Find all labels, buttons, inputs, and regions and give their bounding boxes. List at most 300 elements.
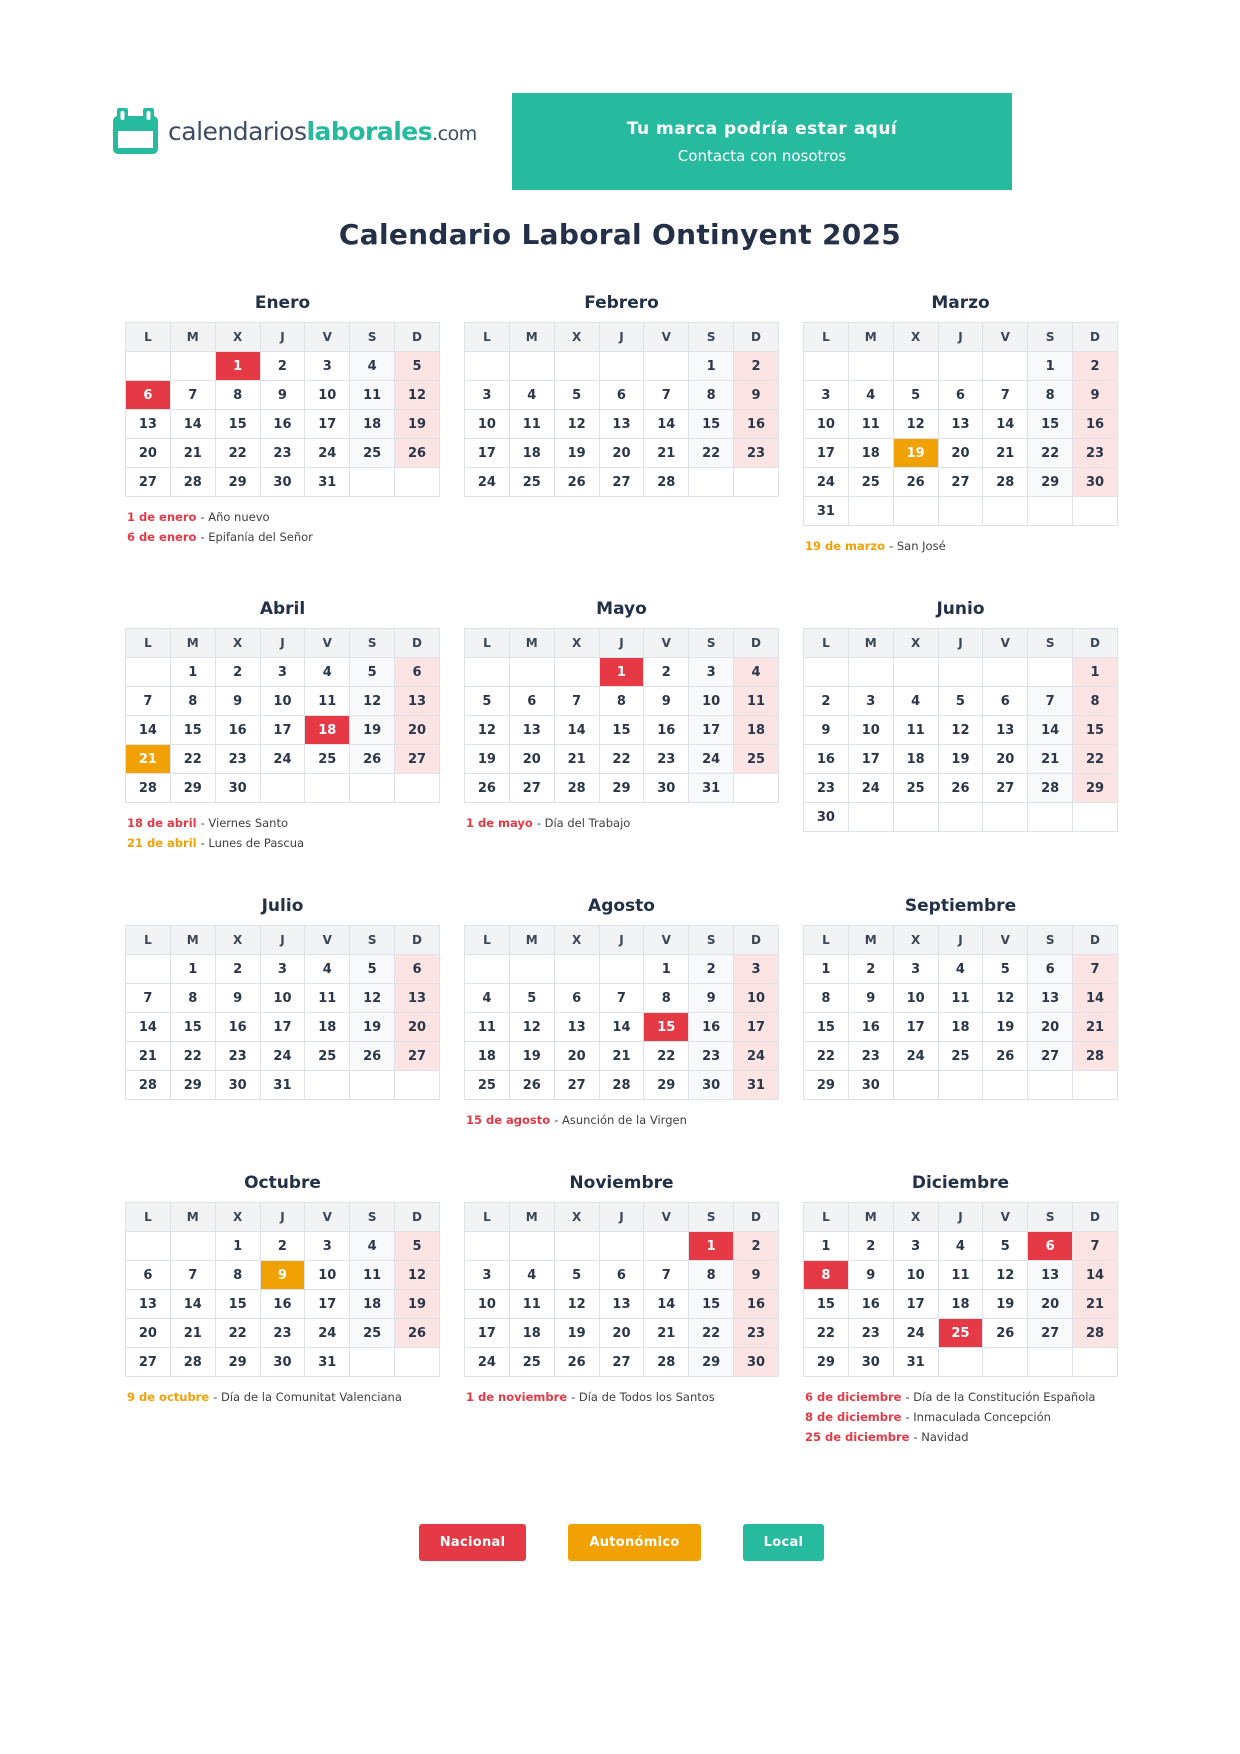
weekday-header: M xyxy=(509,323,554,352)
day-cell: 9 xyxy=(804,716,849,745)
day-cell: 17 xyxy=(804,439,849,468)
day-cell: 4 xyxy=(350,1232,395,1261)
day-cell: 14 xyxy=(1028,716,1073,745)
day-cell: 19 xyxy=(350,1013,395,1042)
holiday-note-date: 19 de marzo xyxy=(805,539,886,553)
day-cell: 10 xyxy=(893,1261,938,1290)
day-cell: 3 xyxy=(848,687,893,716)
weekday-header: S xyxy=(1028,323,1073,352)
day-cell: 21 xyxy=(126,745,171,774)
day-cell: 20 xyxy=(395,716,440,745)
month-notes xyxy=(803,539,1118,553)
day-cell: 23 xyxy=(734,439,779,468)
day-cell: 11 xyxy=(350,381,395,410)
weekday-header: M xyxy=(170,926,215,955)
day-cell: 18 xyxy=(509,1319,554,1348)
day-cell: 27 xyxy=(938,468,983,497)
day-cell: 24 xyxy=(804,468,849,497)
day-cell: 25 xyxy=(350,439,395,468)
day-cell: 16 xyxy=(734,410,779,439)
weekday-header: X xyxy=(554,323,599,352)
day-cell: 8 xyxy=(599,687,644,716)
day-cell: 25 xyxy=(350,1319,395,1348)
day-cell: 8 xyxy=(215,1261,260,1290)
holiday-note xyxy=(466,816,779,830)
weekday-header: D xyxy=(734,1203,779,1232)
day-cell: 29 xyxy=(170,774,215,803)
day-cell: 27 xyxy=(1028,1319,1073,1348)
day-cell xyxy=(260,774,305,803)
day-cell: 28 xyxy=(644,468,689,497)
month-table xyxy=(464,628,779,803)
day-cell: 23 xyxy=(215,1042,260,1071)
weekday-header: V xyxy=(983,926,1028,955)
day-cell: 10 xyxy=(804,410,849,439)
day-cell: 13 xyxy=(126,1290,171,1319)
day-cell: 26 xyxy=(938,774,983,803)
day-cell: 15 xyxy=(170,716,215,745)
weekday-header: J xyxy=(260,1203,305,1232)
day-cell: 17 xyxy=(734,1013,779,1042)
weekday-header: L xyxy=(804,1203,849,1232)
day-cell: 21 xyxy=(170,1319,215,1348)
day-cell xyxy=(1028,497,1073,526)
month-enero xyxy=(125,293,440,550)
month-title: Febrero xyxy=(584,293,659,313)
day-cell xyxy=(126,658,171,687)
day-cell: 15 xyxy=(1073,716,1118,745)
day-cell: 23 xyxy=(804,774,849,803)
weekday-header: D xyxy=(734,323,779,352)
day-cell: 13 xyxy=(509,716,554,745)
day-cell: 17 xyxy=(305,410,350,439)
weekday-header: X xyxy=(893,1203,938,1232)
holiday-note-date: 1 de mayo xyxy=(466,816,533,830)
day-cell: 31 xyxy=(305,468,350,497)
day-cell xyxy=(938,658,983,687)
day-cell: 5 xyxy=(509,984,554,1013)
day-cell xyxy=(983,1071,1028,1100)
day-cell: 12 xyxy=(983,1261,1028,1290)
day-cell xyxy=(126,352,171,381)
day-cell: 3 xyxy=(305,352,350,381)
legend-nacional-button[interactable]: Nacional xyxy=(419,1524,527,1561)
day-cell: 21 xyxy=(1073,1290,1118,1319)
day-cell xyxy=(848,658,893,687)
day-cell: 29 xyxy=(804,1071,849,1100)
day-cell xyxy=(644,352,689,381)
weekday-header: M xyxy=(848,926,893,955)
month-julio xyxy=(125,896,440,1100)
day-cell: 20 xyxy=(554,1042,599,1071)
weekday-header: J xyxy=(260,629,305,658)
day-cell: 25 xyxy=(305,1042,350,1071)
ad-banner[interactable] xyxy=(512,93,1012,190)
day-cell: 24 xyxy=(260,1042,305,1071)
month-title: Abril xyxy=(259,599,306,619)
day-cell: 9 xyxy=(1073,381,1118,410)
day-cell xyxy=(465,658,510,687)
day-cell: 19 xyxy=(554,439,599,468)
month-agosto xyxy=(464,896,779,1133)
day-cell: 23 xyxy=(689,1042,734,1071)
day-cell: 16 xyxy=(644,716,689,745)
day-cell: 9 xyxy=(260,1261,305,1290)
holiday-note xyxy=(127,1390,440,1404)
day-cell: 20 xyxy=(509,745,554,774)
day-cell xyxy=(350,468,395,497)
holiday-note xyxy=(805,1430,1118,1444)
day-cell: 24 xyxy=(305,439,350,468)
weekday-header: J xyxy=(938,629,983,658)
weekday-header: D xyxy=(734,629,779,658)
day-cell xyxy=(170,1232,215,1261)
weekday-header: X xyxy=(215,926,260,955)
weekday-header: S xyxy=(689,629,734,658)
day-cell: 28 xyxy=(1073,1042,1118,1071)
holiday-note xyxy=(127,816,440,830)
weekday-header: V xyxy=(305,926,350,955)
month-table xyxy=(803,925,1118,1100)
day-cell: 18 xyxy=(938,1290,983,1319)
day-cell: 7 xyxy=(644,1261,689,1290)
day-cell: 14 xyxy=(126,716,171,745)
day-cell: 18 xyxy=(350,1290,395,1319)
logo-text-accent: laborales xyxy=(306,117,433,146)
month-title: Noviembre xyxy=(569,1173,674,1193)
holiday-note-date: 21 de abril xyxy=(127,836,197,850)
holiday-note-date: 18 de abril xyxy=(127,816,197,830)
weekday-header: J xyxy=(599,926,644,955)
day-cell: 13 xyxy=(1028,1261,1073,1290)
day-cell xyxy=(554,352,599,381)
holiday-note-text: - Día de Todos los Santos xyxy=(571,1390,715,1404)
page-title: Calendario Laboral Ontinyent 2025 xyxy=(338,218,902,251)
day-cell: 21 xyxy=(644,439,689,468)
weekday-header: S xyxy=(689,926,734,955)
day-cell: 18 xyxy=(305,716,350,745)
day-cell: 14 xyxy=(1073,1261,1118,1290)
day-cell: 20 xyxy=(126,1319,171,1348)
day-cell: 5 xyxy=(465,687,510,716)
day-cell: 30 xyxy=(848,1348,893,1377)
day-cell: 16 xyxy=(215,1013,260,1042)
day-cell: 24 xyxy=(893,1319,938,1348)
day-cell: 10 xyxy=(893,984,938,1013)
day-cell: 22 xyxy=(170,1042,215,1071)
day-cell: 7 xyxy=(126,687,171,716)
day-cell xyxy=(938,352,983,381)
day-cell: 1 xyxy=(1073,658,1118,687)
holiday-note-text: - Navidad xyxy=(913,1430,969,1444)
legend-local-button[interactable]: Local xyxy=(743,1524,825,1561)
day-cell: 11 xyxy=(893,716,938,745)
day-cell: 21 xyxy=(554,745,599,774)
day-cell: 17 xyxy=(260,1013,305,1042)
legend xyxy=(125,1524,1118,1561)
month-notes xyxy=(125,1390,440,1404)
month-table xyxy=(803,628,1118,832)
day-cell: 18 xyxy=(465,1042,510,1071)
weekday-header: X xyxy=(215,629,260,658)
weekday-header: X xyxy=(554,629,599,658)
day-cell: 5 xyxy=(983,1232,1028,1261)
month-table xyxy=(125,628,440,803)
day-cell: 26 xyxy=(350,745,395,774)
day-cell: 31 xyxy=(305,1348,350,1377)
day-cell: 29 xyxy=(170,1071,215,1100)
day-cell: 29 xyxy=(804,1348,849,1377)
month-febrero xyxy=(464,293,779,497)
day-cell xyxy=(395,468,440,497)
day-cell: 9 xyxy=(215,687,260,716)
day-cell: 9 xyxy=(260,381,305,410)
month-table xyxy=(803,1202,1118,1377)
weekday-header: L xyxy=(126,323,171,352)
day-cell: 29 xyxy=(689,1348,734,1377)
day-cell: 18 xyxy=(734,716,779,745)
day-cell: 25 xyxy=(509,1348,554,1377)
day-cell: 31 xyxy=(804,497,849,526)
weekday-header: J xyxy=(938,323,983,352)
day-cell: 11 xyxy=(938,984,983,1013)
month-table xyxy=(125,925,440,1100)
day-cell: 12 xyxy=(465,716,510,745)
weekday-header: L xyxy=(465,629,510,658)
day-cell xyxy=(509,955,554,984)
day-cell xyxy=(983,497,1028,526)
day-cell: 10 xyxy=(848,716,893,745)
day-cell: 17 xyxy=(848,745,893,774)
weekday-header: L xyxy=(126,629,171,658)
weekday-header: V xyxy=(305,323,350,352)
day-cell: 1 xyxy=(215,1232,260,1261)
day-cell xyxy=(983,803,1028,832)
day-cell: 25 xyxy=(734,745,779,774)
day-cell: 23 xyxy=(848,1042,893,1071)
day-cell: 5 xyxy=(350,658,395,687)
day-cell: 4 xyxy=(509,1261,554,1290)
day-cell: 2 xyxy=(644,658,689,687)
day-cell: 19 xyxy=(938,745,983,774)
day-cell: 20 xyxy=(599,1319,644,1348)
day-cell: 23 xyxy=(260,439,305,468)
day-cell: 5 xyxy=(395,1232,440,1261)
day-cell: 1 xyxy=(804,1232,849,1261)
day-cell: 2 xyxy=(260,1232,305,1261)
day-cell: 14 xyxy=(1073,984,1118,1013)
day-cell: 14 xyxy=(644,1290,689,1319)
day-cell: 7 xyxy=(983,381,1028,410)
day-cell: 8 xyxy=(804,984,849,1013)
day-cell xyxy=(938,1348,983,1377)
weekday-header: D xyxy=(734,926,779,955)
day-cell: 13 xyxy=(938,410,983,439)
day-cell: 16 xyxy=(260,410,305,439)
day-cell: 31 xyxy=(260,1071,305,1100)
day-cell: 8 xyxy=(1028,381,1073,410)
day-cell: 22 xyxy=(1073,745,1118,774)
holiday-note xyxy=(127,510,440,524)
day-cell: 15 xyxy=(1028,410,1073,439)
legend-autonomico-button[interactable]: Autonómico xyxy=(568,1524,700,1561)
weekday-header: X xyxy=(215,1203,260,1232)
day-cell: 29 xyxy=(215,1348,260,1377)
holiday-note-text: - Año nuevo xyxy=(200,510,270,524)
day-cell xyxy=(126,955,171,984)
day-cell: 10 xyxy=(260,984,305,1013)
weekday-header: S xyxy=(689,1203,734,1232)
day-cell: 8 xyxy=(689,381,734,410)
weekday-header: M xyxy=(509,926,554,955)
day-cell: 6 xyxy=(599,381,644,410)
day-cell: 8 xyxy=(170,687,215,716)
holiday-note-date: 6 de enero xyxy=(127,530,197,544)
day-cell: 5 xyxy=(554,1261,599,1290)
weekday-header: M xyxy=(848,1203,893,1232)
day-cell: 27 xyxy=(126,1348,171,1377)
month-table xyxy=(464,322,779,497)
day-cell xyxy=(395,774,440,803)
day-cell: 5 xyxy=(395,352,440,381)
day-cell: 29 xyxy=(644,1071,689,1100)
weekday-header: V xyxy=(983,323,1028,352)
day-cell: 23 xyxy=(848,1319,893,1348)
day-cell: 7 xyxy=(170,381,215,410)
day-cell: 19 xyxy=(983,1290,1028,1319)
day-cell: 18 xyxy=(848,439,893,468)
day-cell: 16 xyxy=(848,1290,893,1319)
day-cell: 9 xyxy=(215,984,260,1013)
day-cell: 22 xyxy=(804,1042,849,1071)
day-cell xyxy=(350,774,395,803)
month-notes xyxy=(803,1390,1118,1444)
holiday-note xyxy=(805,539,1118,553)
day-cell xyxy=(848,352,893,381)
holiday-note-date: 9 de octubre xyxy=(127,1390,210,1404)
holiday-note-date: 6 de diciembre xyxy=(805,1390,902,1404)
day-cell: 23 xyxy=(644,745,689,774)
holiday-note-date: 8 de diciembre xyxy=(805,1410,902,1424)
month-title: Diciembre xyxy=(911,1173,1010,1193)
day-cell xyxy=(804,352,849,381)
day-cell: 10 xyxy=(305,1261,350,1290)
day-cell xyxy=(509,658,554,687)
month-title: Junio xyxy=(936,599,985,619)
day-cell: 17 xyxy=(689,716,734,745)
day-cell: 4 xyxy=(938,955,983,984)
day-cell: 26 xyxy=(554,468,599,497)
month-table xyxy=(464,1202,779,1377)
day-cell xyxy=(1028,1348,1073,1377)
day-cell: 14 xyxy=(644,410,689,439)
day-cell: 27 xyxy=(1028,1042,1073,1071)
day-cell: 26 xyxy=(350,1042,395,1071)
day-cell xyxy=(938,497,983,526)
month-notes xyxy=(464,1390,779,1404)
day-cell: 11 xyxy=(465,1013,510,1042)
day-cell xyxy=(848,803,893,832)
day-cell: 12 xyxy=(395,1261,440,1290)
holiday-note xyxy=(805,1410,1118,1424)
day-cell: 4 xyxy=(465,984,510,1013)
day-cell: 18 xyxy=(305,1013,350,1042)
day-cell: 1 xyxy=(599,658,644,687)
day-cell: 13 xyxy=(126,410,171,439)
day-cell: 21 xyxy=(1073,1013,1118,1042)
weekday-header: X xyxy=(215,323,260,352)
weekday-header: M xyxy=(170,323,215,352)
weekday-header: L xyxy=(465,323,510,352)
day-cell: 6 xyxy=(938,381,983,410)
day-cell: 19 xyxy=(350,716,395,745)
day-cell: 28 xyxy=(983,468,1028,497)
day-cell: 17 xyxy=(305,1290,350,1319)
day-cell: 15 xyxy=(804,1013,849,1042)
day-cell: 3 xyxy=(893,1232,938,1261)
day-cell: 4 xyxy=(938,1232,983,1261)
day-cell: 11 xyxy=(938,1261,983,1290)
day-cell xyxy=(509,1232,554,1261)
day-cell: 8 xyxy=(215,381,260,410)
day-cell: 31 xyxy=(689,774,734,803)
day-cell: 19 xyxy=(893,439,938,468)
day-cell: 28 xyxy=(170,1348,215,1377)
weekday-header: L xyxy=(126,1203,171,1232)
month-notes xyxy=(464,816,779,830)
day-cell xyxy=(554,955,599,984)
day-cell: 11 xyxy=(848,410,893,439)
day-cell: 7 xyxy=(1028,687,1073,716)
day-cell xyxy=(1073,1348,1118,1377)
month-junio xyxy=(803,599,1118,832)
month-title: Mayo xyxy=(596,599,647,619)
day-cell xyxy=(350,1348,395,1377)
day-cell: 13 xyxy=(983,716,1028,745)
day-cell: 3 xyxy=(465,1261,510,1290)
day-cell: 26 xyxy=(395,439,440,468)
day-cell xyxy=(126,1232,171,1261)
weekday-header: D xyxy=(1073,629,1118,658)
day-cell: 28 xyxy=(170,468,215,497)
day-cell: 25 xyxy=(848,468,893,497)
day-cell: 10 xyxy=(305,381,350,410)
day-cell: 3 xyxy=(689,658,734,687)
day-cell xyxy=(689,468,734,497)
weekday-header: V xyxy=(305,629,350,658)
site-logo[interactable] xyxy=(112,108,477,155)
day-cell xyxy=(1073,803,1118,832)
day-cell: 1 xyxy=(1028,352,1073,381)
day-cell: 8 xyxy=(170,984,215,1013)
ad-banner-contact-link[interactable]: Contacta con nosotros xyxy=(677,146,847,165)
day-cell: 12 xyxy=(938,716,983,745)
weekday-header: J xyxy=(938,926,983,955)
day-cell xyxy=(1028,1071,1073,1100)
day-cell: 11 xyxy=(734,687,779,716)
day-cell: 5 xyxy=(350,955,395,984)
day-cell: 26 xyxy=(983,1319,1028,1348)
day-cell: 22 xyxy=(804,1319,849,1348)
day-cell: 21 xyxy=(1028,745,1073,774)
weekday-header: J xyxy=(938,1203,983,1232)
month-title: Agosto xyxy=(588,896,655,916)
day-cell: 26 xyxy=(395,1319,440,1348)
day-cell: 27 xyxy=(126,468,171,497)
holiday-note-date: 1 de noviembre xyxy=(466,1390,568,1404)
day-cell: 24 xyxy=(305,1319,350,1348)
weekday-header: V xyxy=(644,1203,689,1232)
